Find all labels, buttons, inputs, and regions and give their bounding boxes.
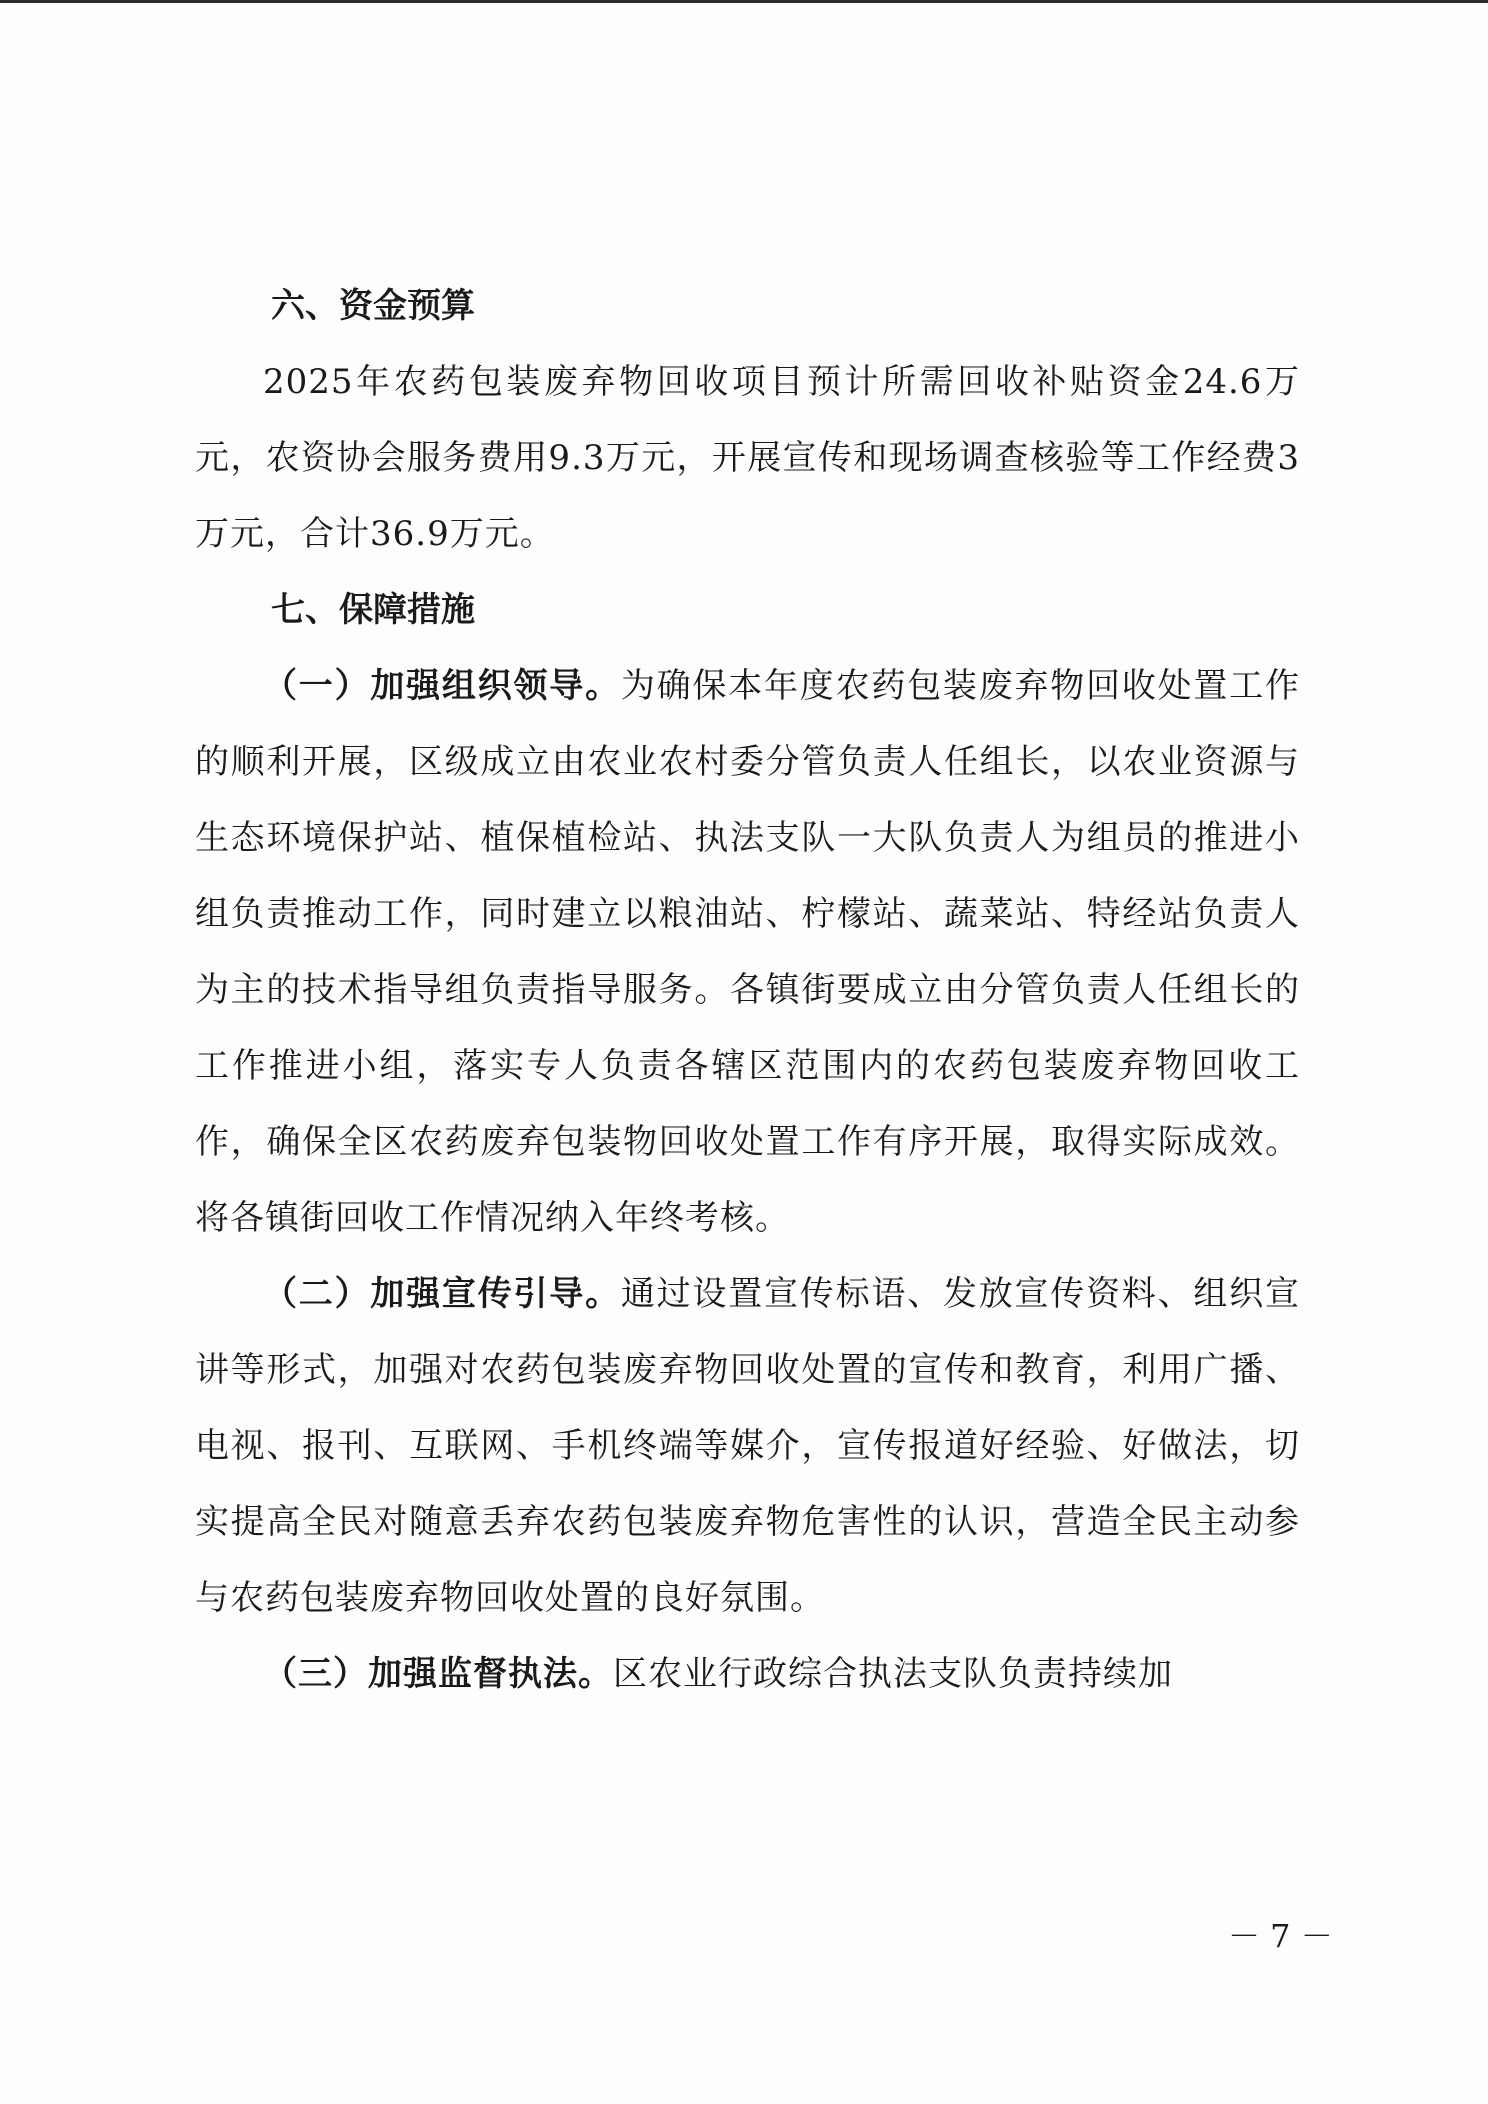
paragraph-organization-leadership bbox=[195, 648, 1300, 1256]
paragraph-supervision-enforcement bbox=[195, 1636, 1300, 1712]
page-number: － 7 － bbox=[1228, 1917, 1333, 1955]
paragraph-text: 通过设置宣传标语、发放宣传资料、组织宣讲等形式，加强对农药包装废弃物回收处置的宣传和教育，利用广播、电视、报刊、互联网、手机终端等媒介，宣传报道好经验、好做法，切实提高全民对随意丢弃农药包装废弃物危害性的认识，营造全民主动参与农药包装废弃物回收处置的良好氛围。 bbox=[195, 1274, 1301, 1618]
paragraph-lead: （二）加强宣传引导。 bbox=[263, 1274, 621, 1314]
paragraph-funding-budget bbox=[195, 344, 1300, 572]
page-top-border bbox=[0, 0, 1488, 3]
paragraph-text: 区农业行政综合执法支队负责持续加 bbox=[613, 1654, 1173, 1694]
paragraph-text: 为确保本年度农药包装废弃物回收处置工作的顺利开展，区级成立由农业农村委分管负责人任组长，以农业资源与生态环境保护站、植保植检站、执法支队一大队负责人为组员的推进小组负责推动工作，同时建立以粮油站、柠檬站、蔬菜站、特经站负责人为主的技术指导组负责指导服务。各镇街要成立由分管负责人任组长的工作推进小组，落实专人负责各辖区范围内的农药包装废弃物回收工作，确保全区农药废弃包装物回收处置工作有序开展，取得实际成效。将各镇街回收工作情况纳入年终考核。 bbox=[195, 666, 1301, 1238]
paragraph-publicity-guidance bbox=[195, 1256, 1300, 1636]
paragraph-lead: （三）加强监督执法。 bbox=[263, 1654, 613, 1694]
section-heading-funding-budget: 六、资金预算 bbox=[271, 286, 475, 326]
paragraph-text: 2025年农药包装废弃物回收项目预计所需回收补贴资金24.6万元，农资协会服务费用9.3万元，开展宣传和现场调查核验等工作经费3万元，合计36.9万元。 bbox=[195, 362, 1300, 554]
document-body bbox=[195, 268, 1300, 1712]
paragraph-lead: （一）加强组织领导。 bbox=[263, 666, 621, 706]
section-heading-safeguard-measures: 七、保障措施 bbox=[271, 590, 475, 630]
